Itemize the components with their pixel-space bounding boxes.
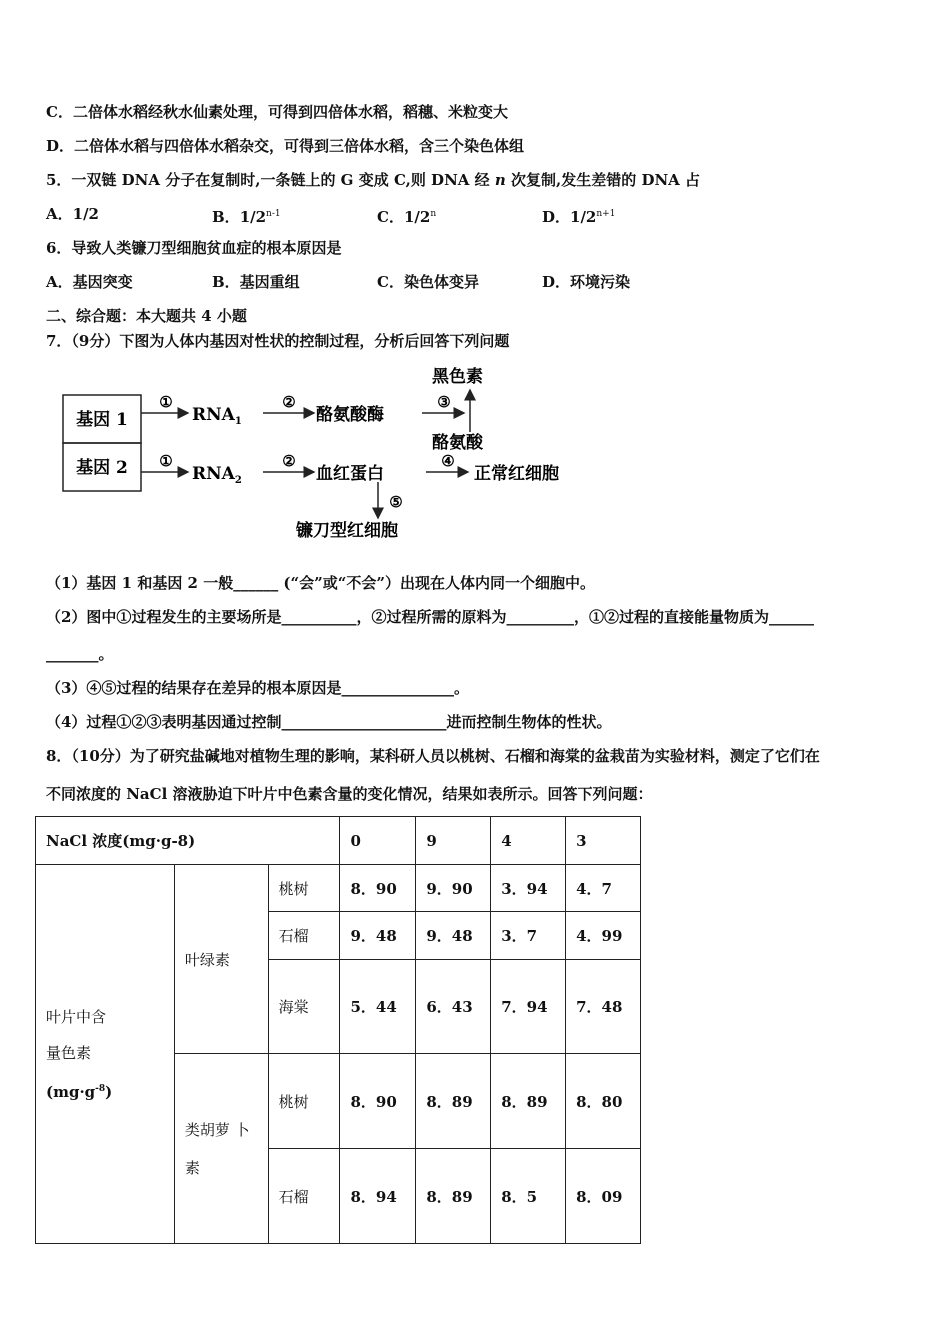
q4-option-c: C．二倍体水稻经秋水仙素处理，可得到四倍体水稻，稻穗、米粒变大	[46, 103, 508, 121]
q5-option-a-label: A．	[46, 205, 73, 223]
q4-option-d: D．二倍体水稻与四倍体水稻杂交，可得到三倍体水稻，含三个染色体组	[46, 137, 525, 155]
row-group-line-2: 量色素	[46, 1043, 92, 1062]
table-cell: 8．89	[416, 1149, 491, 1244]
step-1-bottom: ①	[159, 452, 173, 470]
q6-stem: 6．导致人类镰刀型细胞贫血症的根本原因是	[46, 239, 342, 257]
gene-control-diagram	[60, 362, 620, 548]
table-cell: 8．94	[340, 1149, 416, 1244]
pigment-table	[35, 816, 641, 1244]
q5-stem-post: 次复制,发生差错的 DNA 占	[511, 171, 701, 189]
q6-option-d: D．环境污染	[542, 273, 631, 291]
q5-stem-pre: 5．一双链 DNA 分子在复制时,一条链上的 G 变成 C,则 DNA 经	[46, 171, 490, 189]
q7-part-1: （1）基因 1 和基因 2 一般______ (“会”或“不会”）出现在人体内同一个细胞中。	[46, 574, 596, 592]
table-cell: 8．90	[340, 865, 416, 912]
gene2-label: 基因 2	[76, 458, 128, 478]
sickle-rbc-label: 镰刀型红细胞	[296, 521, 398, 541]
rna2-text: RNA	[192, 464, 235, 484]
section-2-heading: 二、综合题：本大题共 4 小题	[46, 307, 247, 325]
rna1-text: RNA	[192, 405, 235, 425]
table-row	[36, 865, 641, 912]
normal-rbc-label: 正常红细胞	[474, 464, 559, 484]
q5-stem-n: n	[494, 171, 506, 189]
header-conc-1: 0	[340, 817, 416, 865]
q7-part-2-cont: _______。	[46, 645, 114, 663]
rna2-sub: 2	[234, 475, 242, 486]
step-1-top: ①	[159, 393, 173, 411]
carotene-line-2: 素	[184, 1158, 200, 1177]
header-conc-3: 4	[491, 817, 566, 865]
q5-option-c-value: 1/2	[403, 208, 431, 226]
header-conc-4: 3	[566, 817, 641, 865]
chlorophyll-label: 叶绿素	[174, 865, 268, 1054]
table-cell: 6．43	[416, 960, 491, 1054]
header-nacl-label: NaCl 浓度(mg·g-8)	[36, 817, 340, 865]
header-conc-2: 9	[416, 817, 491, 865]
rna2-label	[192, 464, 242, 486]
q5-option-a-value: 1/2	[72, 205, 99, 223]
table-cell: 8．5	[491, 1149, 566, 1244]
table-cell: 5．44	[340, 960, 416, 1054]
hemoglobin-label: 血红蛋白	[316, 464, 384, 484]
plant-label: 石榴	[268, 1149, 340, 1244]
q7-part-4: （4）过程①②③表明基因通过控制______________________进而控制生物体的性状。	[46, 713, 612, 731]
step-3: ③	[437, 393, 451, 411]
tyrosine-label: 酪氨酸	[432, 433, 483, 453]
row-group-unit-sup: -8	[95, 1083, 106, 1094]
table-cell: 4．99	[566, 912, 641, 960]
step-2-bottom: ②	[282, 452, 296, 470]
q7-part-2: （2）图中①过程发生的主要场所是__________，②过程所需的原料为_________，①②过程的直接能量物质为______	[46, 608, 814, 626]
q8-stem-1: 8．（10分）为了研究盐碱地对植物生理的影响，某科研人员以桃树、石榴和海棠的盆栽苗为实验材料，测定了它们在	[46, 747, 820, 765]
q5-option-c-exp: n	[430, 209, 437, 219]
row-group-unit-text: (mg·g	[46, 1082, 96, 1101]
plant-label: 桃树	[268, 865, 340, 912]
plant-label: 海棠	[268, 960, 340, 1054]
melanin-label: 黑色素	[432, 367, 483, 387]
table-cell: 8．80	[566, 1054, 641, 1149]
table-cell: 3．7	[491, 912, 566, 960]
q8-stem-2: 不同浓度的 NaCl 溶液胁迫下叶片中色素含量的变化情况，结果如表所示。回答下列问题：	[46, 785, 653, 803]
row-group-unit	[46, 1071, 174, 1110]
gene1-label: 基因 1	[76, 410, 128, 430]
enzyme-label: 酪氨酸酶	[316, 405, 384, 425]
row-group-line-1: 叶片中含	[46, 1007, 107, 1026]
q5-option-b-exp: n-1	[266, 209, 281, 219]
table-cell: 9．48	[416, 912, 491, 960]
carotene-label	[174, 1054, 268, 1244]
q5-option-d-value: 1/2	[570, 208, 597, 226]
step-4: ④	[441, 452, 455, 470]
row-group-label	[36, 865, 175, 1244]
table-cell: 8．89	[416, 1054, 491, 1149]
q5-stem	[46, 170, 700, 190]
q5-option-d-label: D．	[542, 208, 571, 226]
q5-option-b	[212, 204, 281, 227]
q5-option-a	[46, 204, 99, 224]
q5-option-c	[377, 204, 436, 227]
table-cell: 8．89	[491, 1054, 566, 1149]
q7-part-3: （3）④⑤过程的结果存在差异的根本原因是_______________。	[46, 679, 469, 697]
rna1-sub: 1	[234, 416, 242, 427]
table-cell: 8．09	[566, 1149, 641, 1244]
table-cell: 7．48	[566, 960, 641, 1054]
table-cell: 3．94	[491, 865, 566, 912]
plant-label: 桃树	[268, 1054, 340, 1149]
q5-option-c-label: C．	[377, 208, 404, 226]
q5-option-d	[542, 204, 615, 227]
plant-label: 石榴	[268, 912, 340, 960]
table-header-row	[36, 817, 641, 865]
q6-option-a: A．基因突变	[46, 273, 133, 291]
row-group-unit-close: )	[105, 1082, 113, 1101]
q6-option-c: C．染色体变异	[377, 273, 479, 291]
q5-option-b-label: B．	[212, 208, 240, 226]
carotene-line-1: 类胡萝 卜	[184, 1120, 250, 1139]
q5-option-d-exp: n+1	[596, 209, 616, 219]
table-cell: 4．7	[566, 865, 641, 912]
table-cell: 9．90	[416, 865, 491, 912]
table-cell: 7．94	[491, 960, 566, 1054]
table-cell: 9．48	[340, 912, 416, 960]
rna1-label	[192, 405, 242, 427]
step-2-top: ②	[282, 393, 296, 411]
table-cell: 8．90	[340, 1054, 416, 1149]
q5-option-b-value: 1/2	[239, 208, 267, 226]
q7-stem: 7．（9分）下图为人体内基因对性状的控制过程，分析后回答下列问题	[46, 332, 510, 350]
q6-option-b: B．基因重组	[212, 273, 300, 291]
step-5: ⑤	[389, 493, 403, 511]
